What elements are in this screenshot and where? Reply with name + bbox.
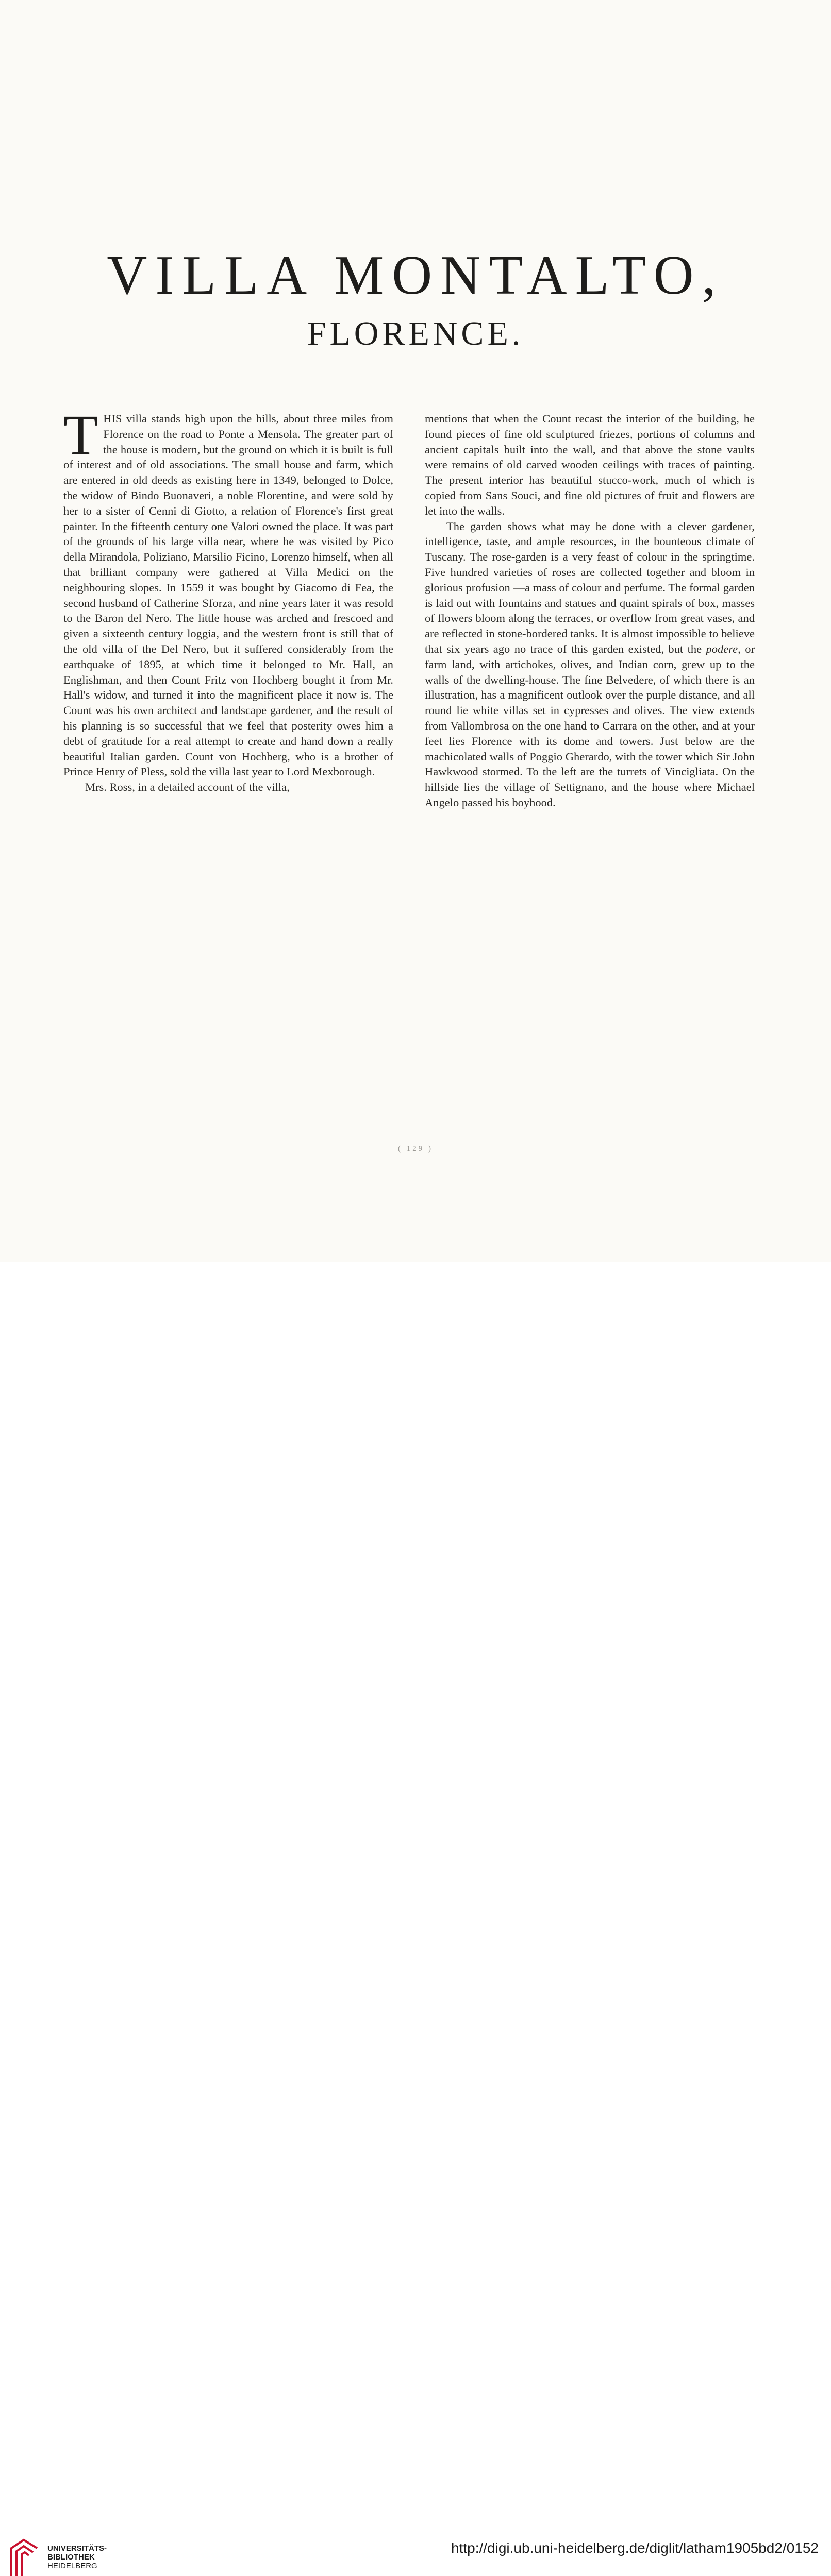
page-title-line-2: FLORENCE. — [307, 315, 524, 352]
paragraph-text-part: , or farm land, with artichokes, olives, and Indian corn, grew up to the walls of the dwelling-house. The fine Belvedere, of which there is an illustration, has a magnificent outlook over the purple distance, and all round lie white villas set in cypresses and olives. The view extends from Vallombrosa on the one hand to Carrara on the other, and at your feet lies Florence with its dome and towers. Just below are the machicolated walls of Poggio Gherardo, with the tower which Sir John Hawkwood stormed. To the left are the turrets of Vincigliata. On the hillside lies the village of Settignano, and the house where Michael Angelo passed his boyhood. — [425, 642, 755, 809]
ub-heidelberg-logo-icon — [8, 2537, 40, 2576]
drop-cap: T — [63, 403, 98, 466]
page-title-line-1: VILLA MONTALTO, — [107, 245, 724, 306]
source-url-link[interactable]: http://digi.ub.uni-heidelberg.de/diglit/latham1905bd2/0152 — [451, 2540, 819, 2556]
scanned-page — [0, 0, 831, 1262]
italic-term: podere — [706, 642, 738, 655]
library-name — [47, 2544, 107, 2570]
paragraph-text: HIS villa stands high upon the hills, about three miles from Florence on the road to Ponte a Mensola. The greater part of the house is modern, but the ground on which it is built is full of interest and of old associations. The small house and farm, which are entered in old deeds as existing here in 1349, belonged to Dolce, the widow of Bindo Buonaveri, a noble Florentine, and were sold by her to a sister of Cenni di Giotto, a relation of Florence's first great painter. In the fifteenth century one Valori owned the place. It was part of the grounds of his large villa near, where he was visited by Pico della Mirandola, Poliziano, Marsilio Ficino, Lorenzo himself, when all that brilliant company were gathered at Villa Medici on the neighbouring slopes. In 1559 it was bought by Giacomo di Fea, the second husband of Catherine Sforza, and nine years later it was resold to the Baron del Nero. The little house was arched and frescoed and given a sixteenth century loggia, and the western front is still that of the old villa of the Del Nero, but it suffered considerably from the earthquake of 1895, at which time it belonged to Mr. Hall, an Englishman, and then Count Fritz von Hochberg bought it from Mr. Hall's widow, and turned it into the magnificent place it now is. The Count was his own architect and landscape gardener, and the result of his planning is so successful that we feel that posterity owes him a debt of gratitude for a real attempt to create and hand down a really beautiful Italian garden. Count von Hochberg, who is a brother of Prince Henry of Pless, sold the villa last year to Lord Mexborough. — [63, 412, 393, 778]
article-paragraph: Mrs. Ross, in a detailed account of the villa, — [85, 781, 290, 794]
library-name-line: HEIDELBERG — [47, 2562, 97, 2570]
article-paragraph: mentions that when the Count recast the interior of the building, he found pieces of fine old sculptured friezes, portions of columns and ancient capitals built into the wall, and that above the stone vaults were remains of old carved wooden ceilings with traces of painting. The present interior has beautiful stucco-work, much of which is copied from Sans Souci, and fine old pictures of fruit and flowers are let into the walls. — [425, 412, 755, 517]
article-paragraph — [63, 403, 393, 779]
article-paragraph — [425, 519, 755, 810]
article-column-right — [425, 411, 755, 810]
digitization-footer — [0, 1262, 831, 2570]
library-name-line: UNIVERSITÄTS- — [47, 2544, 107, 2553]
paragraph-text-part: The garden shows what may be done with a clever gardener, intelligence, taste, and ample resources, in the bounteous climate of Tuscany. The rose-garden is a very feast of colour in the springtime. Five hundred varieties of roses are collected together and bloom in glorious profusion —a mass of colour and perfume. The formal garden is laid out with fountains and statues and quaint spirals of box, masses of flowers bloom along the terraces, or overflow from great vases, and are reflected in stone-bordered tanks. It is almost impossible to believe that six years ago no trace of this garden existed, but the — [425, 519, 755, 655]
page-number: ( 129 ) — [398, 1145, 433, 1153]
library-name-line: BIBLIOTHEK — [47, 2553, 95, 2562]
article-column-left — [63, 403, 393, 795]
